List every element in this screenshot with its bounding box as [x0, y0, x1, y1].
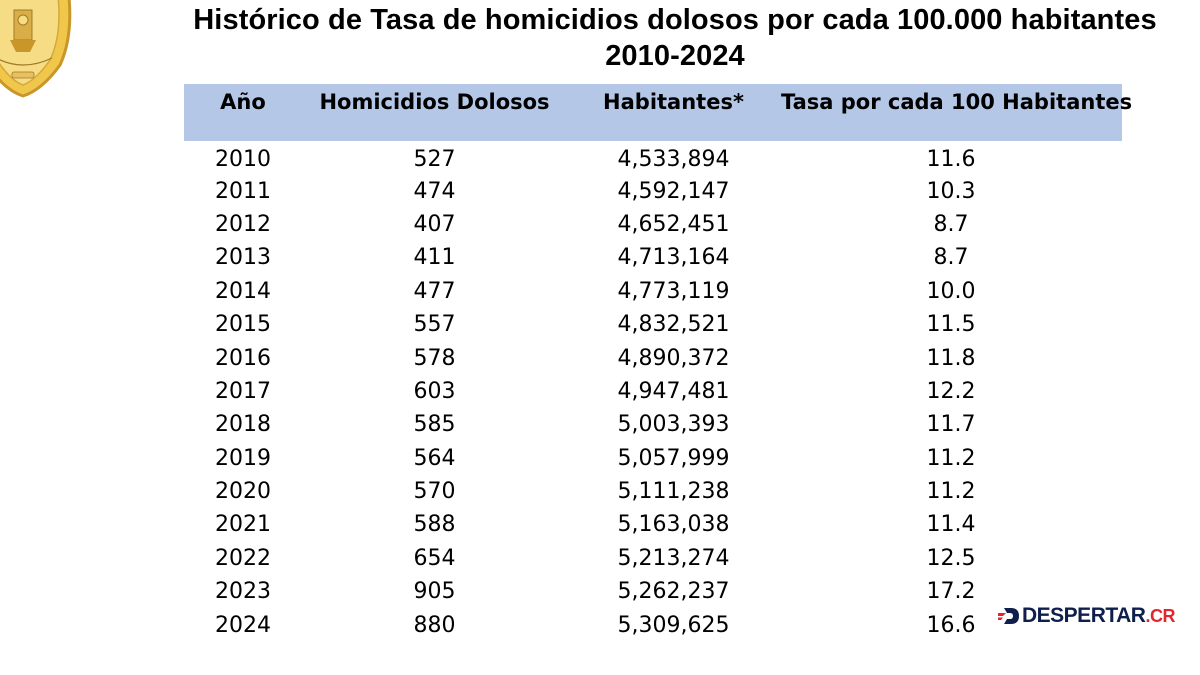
cell-rate: 16.6 [926, 612, 976, 638]
table-row [184, 442, 1122, 475]
title-line-1: Histórico de Tasa de homicidios dolosos por cada 100.000 habitantes [193, 4, 1157, 36]
cell-rate: 10.0 [926, 278, 976, 304]
cell-population: 5,111,238 [617, 479, 730, 505]
cell-rate: 8.7 [933, 245, 969, 271]
table-row [184, 575, 1122, 608]
cell-year: 2015 [215, 312, 271, 338]
cell-homicides: 654 [413, 545, 456, 571]
despertar-brand-logo [998, 604, 1175, 628]
cell-year: 2012 [215, 211, 271, 237]
cell-year: 2020 [215, 479, 271, 505]
table-row [184, 542, 1122, 575]
cell-population: 5,213,274 [617, 545, 730, 571]
cell-homicides: 905 [413, 579, 456, 605]
brand-name: DESPERTAR [1022, 604, 1146, 627]
cell-population: 5,262,237 [617, 579, 730, 605]
cell-year: 2023 [215, 579, 271, 605]
column-header-rate: Tasa por cada 100 Habitantes [781, 90, 1133, 114]
oij-badge-logo [0, 0, 80, 100]
cell-year: 2014 [215, 278, 271, 304]
table-header [184, 84, 1133, 141]
cell-population: 5,163,038 [617, 512, 730, 538]
cell-population: 5,309,625 [617, 612, 730, 638]
cell-homicides: 527 [413, 147, 456, 173]
cell-rate: 11.7 [926, 412, 976, 438]
cell-year: 2011 [215, 178, 271, 204]
cell-population: 4,832,521 [617, 312, 730, 338]
table-row [184, 608, 1122, 641]
table-row [184, 275, 1122, 308]
homicide-rate-table [184, 84, 1133, 642]
cell-homicides: 411 [413, 245, 456, 271]
column-header-homicides: Homicidios Dolosos [319, 90, 550, 114]
cell-homicides: 585 [413, 412, 456, 438]
cell-population: 4,773,119 [617, 278, 730, 304]
cell-rate: 17.2 [926, 579, 976, 605]
cell-year: 2018 [215, 412, 271, 438]
table-row [184, 241, 1122, 274]
cell-homicides: 564 [413, 445, 456, 471]
cell-rate: 11.2 [926, 479, 976, 505]
cell-homicides: 477 [413, 278, 456, 304]
data-table-container [184, 84, 1133, 642]
cell-population: 4,947,481 [617, 378, 730, 404]
cell-population: 4,713,164 [617, 245, 730, 271]
cell-rate: 12.2 [926, 378, 976, 404]
cell-year: 2016 [215, 345, 271, 371]
table-row [184, 208, 1122, 241]
cell-rate: 10.3 [926, 178, 976, 204]
table-header-row [184, 84, 1122, 141]
cell-year: 2024 [215, 612, 271, 638]
cell-rate: 11.8 [926, 345, 976, 371]
cell-homicides: 570 [413, 479, 456, 505]
cell-rate: 12.5 [926, 545, 976, 571]
cell-year: 2010 [215, 147, 271, 173]
cell-rate: 11.2 [926, 445, 976, 471]
cell-rate: 11.6 [926, 147, 976, 173]
cell-year: 2022 [215, 545, 271, 571]
table-row [184, 375, 1122, 408]
cell-rate: 11.4 [926, 512, 976, 538]
cell-year: 2021 [215, 512, 271, 538]
table-row [184, 475, 1122, 508]
table-row [184, 508, 1122, 541]
cell-homicides: 407 [413, 211, 456, 237]
table-row [184, 408, 1122, 441]
cell-homicides: 880 [413, 612, 456, 638]
table-row [184, 341, 1122, 374]
table-row [184, 174, 1122, 207]
cell-homicides: 474 [413, 178, 456, 204]
cell-rate: 8.7 [933, 211, 969, 237]
despertar-d-icon [998, 606, 1020, 626]
cell-homicides: 588 [413, 512, 456, 538]
cell-homicides: 578 [413, 345, 456, 371]
table-row [184, 308, 1122, 341]
cell-population: 4,652,451 [617, 211, 730, 237]
column-header-population: Habitantes* [603, 90, 744, 114]
title-line-2: 2010-2024 [605, 40, 745, 72]
page-title [140, 2, 1200, 74]
column-header-year: Año [220, 90, 266, 114]
cell-homicides: 603 [413, 378, 456, 404]
cell-rate: 11.5 [926, 312, 976, 338]
cell-year: 2017 [215, 378, 271, 404]
cell-population: 4,533,894 [617, 147, 730, 173]
cell-population: 5,003,393 [617, 412, 730, 438]
brand-tld: .CR [1145, 605, 1175, 626]
cell-population: 4,592,147 [617, 178, 730, 204]
cell-year: 2013 [215, 245, 271, 271]
cell-population: 5,057,999 [617, 445, 730, 471]
cell-homicides: 557 [413, 312, 456, 338]
table-body [184, 141, 1122, 642]
table-row [184, 141, 1122, 174]
cell-population: 4,890,372 [617, 345, 730, 371]
cell-year: 2019 [215, 445, 271, 471]
